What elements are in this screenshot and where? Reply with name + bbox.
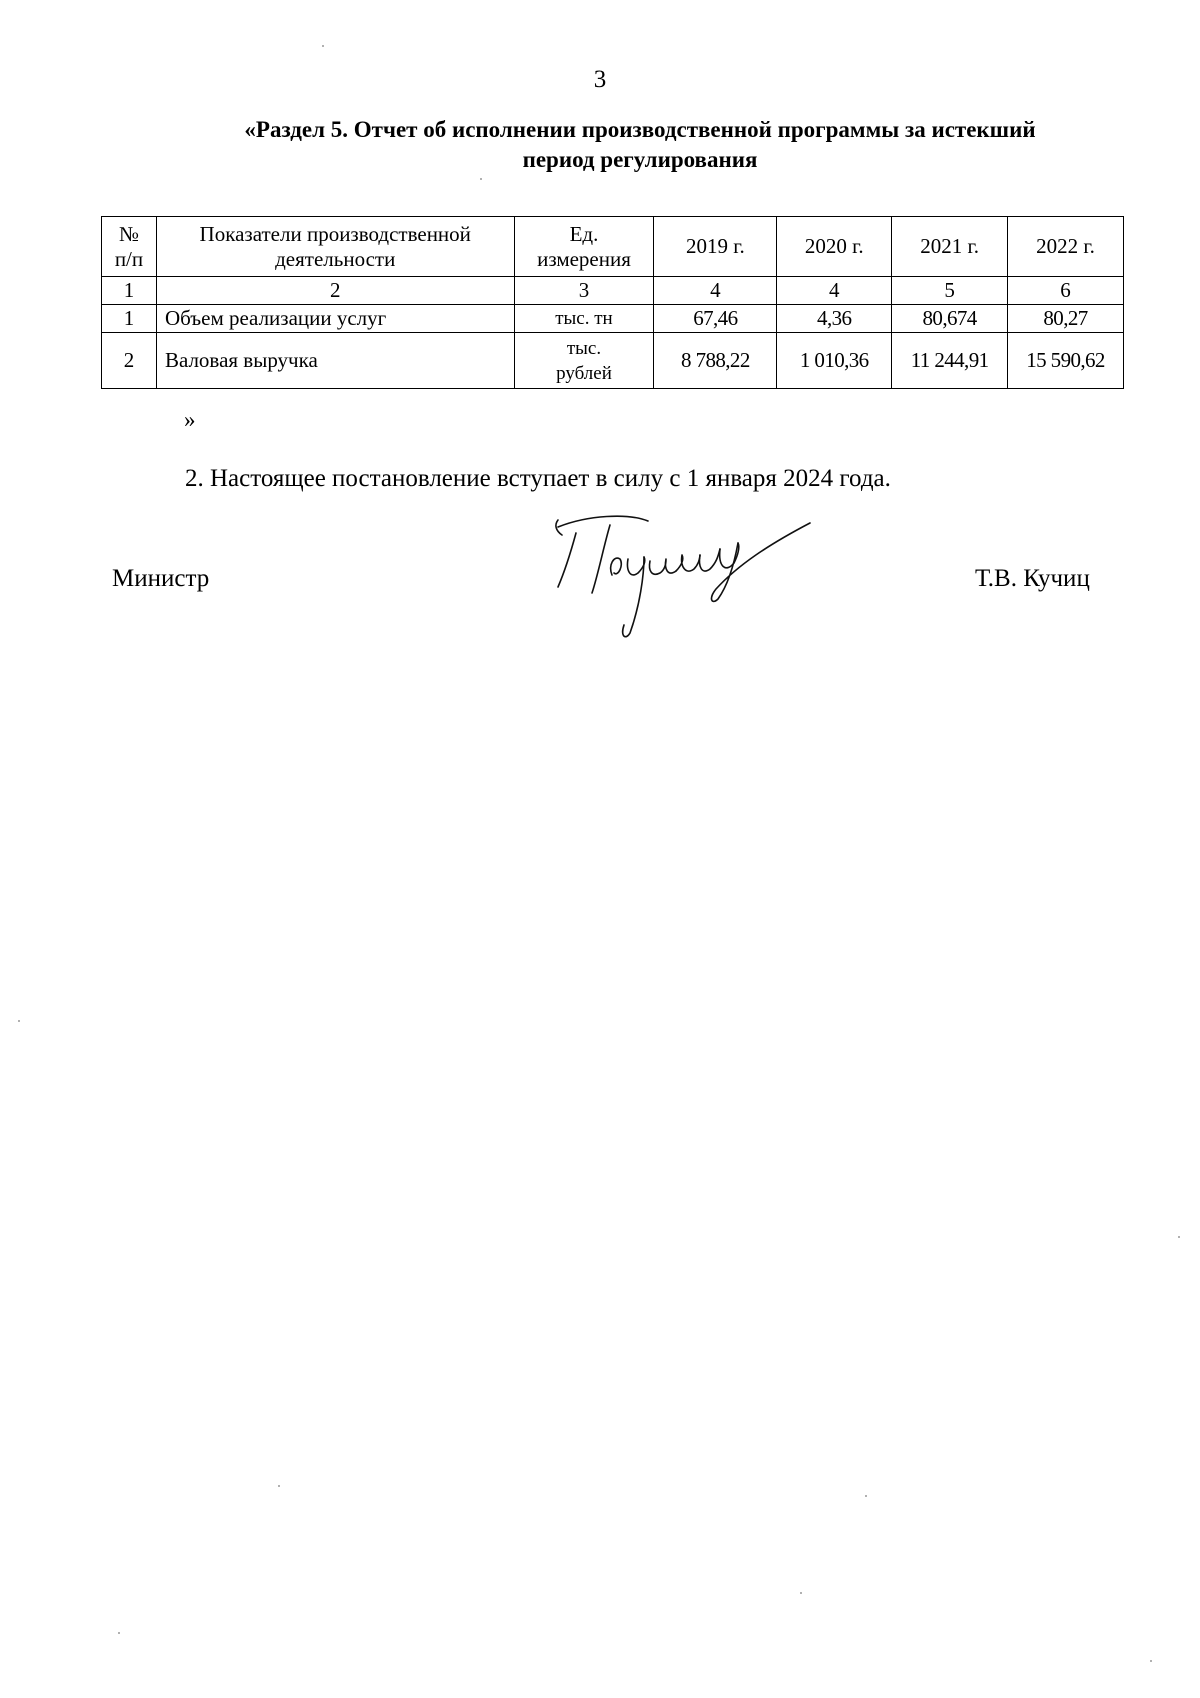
scan-speck xyxy=(18,1020,20,1022)
signatory-name: Т.В. Кучиц xyxy=(975,565,1090,592)
handwritten-signature xyxy=(548,515,838,645)
column-number: 2 xyxy=(156,277,514,305)
signatory-title: Министр xyxy=(112,565,210,592)
row-unit: тыс. рублей xyxy=(514,333,654,389)
column-number-row xyxy=(102,277,1124,305)
row-value-2022: 15 590,62 xyxy=(1008,333,1124,389)
scan-speck xyxy=(118,1632,120,1634)
column-number: 1 xyxy=(102,277,157,305)
scan-speck xyxy=(278,1485,280,1487)
table-row xyxy=(102,305,1124,333)
scan-speck xyxy=(322,45,324,47)
decree-paragraph: 2. Настоящее постановление вступает в силу с 1 января 2024 года. xyxy=(185,465,891,492)
row-value-2022: 80,27 xyxy=(1008,305,1124,333)
header-indicator: Показатели производственной деятельности xyxy=(156,217,514,277)
header-year-2021: 2021 г. xyxy=(892,217,1008,277)
row-value-2021: 80,674 xyxy=(892,305,1008,333)
scan-speck xyxy=(865,1495,867,1497)
column-number: 3 xyxy=(514,277,654,305)
column-number: 6 xyxy=(1008,277,1124,305)
row-value-2020: 1 010,36 xyxy=(777,333,892,389)
section-title-line-2: период регулирования xyxy=(522,147,758,172)
header-year-2019: 2019 г. xyxy=(654,217,777,277)
row-value-2019: 67,46 xyxy=(654,305,777,333)
scan-speck xyxy=(480,178,482,180)
column-number: 4 xyxy=(654,277,777,305)
scan-speck xyxy=(800,1592,802,1594)
header-year-2020: 2020 г. xyxy=(777,217,892,277)
page-number: 3 xyxy=(593,66,607,93)
row-indicator: Объем реализации услуг xyxy=(156,305,514,333)
row-number: 1 xyxy=(102,305,157,333)
closing-quote: » xyxy=(184,407,196,432)
production-report-table xyxy=(101,216,1124,389)
row-unit: тыс. тн xyxy=(514,305,654,333)
row-value-2021: 11 244,91 xyxy=(892,333,1008,389)
row-indicator: Валовая выручка xyxy=(156,333,514,389)
scan-speck xyxy=(1178,1236,1180,1238)
row-value-2019: 8 788,22 xyxy=(654,333,777,389)
column-number: 5 xyxy=(892,277,1008,305)
section-title xyxy=(180,115,1100,175)
header-number: № п/п xyxy=(102,217,157,277)
header-unit: Ед. измерения xyxy=(514,217,654,277)
scan-speck xyxy=(1150,1660,1152,1662)
table-header-row xyxy=(102,217,1124,277)
column-number: 4 xyxy=(777,277,892,305)
row-number: 2 xyxy=(102,333,157,389)
header-year-2022: 2022 г. xyxy=(1008,217,1124,277)
row-value-2020: 4,36 xyxy=(777,305,892,333)
section-title-line-1: «Раздел 5. Отчет об исполнении производственной программы за истекший xyxy=(244,117,1036,142)
table-row xyxy=(102,333,1124,389)
